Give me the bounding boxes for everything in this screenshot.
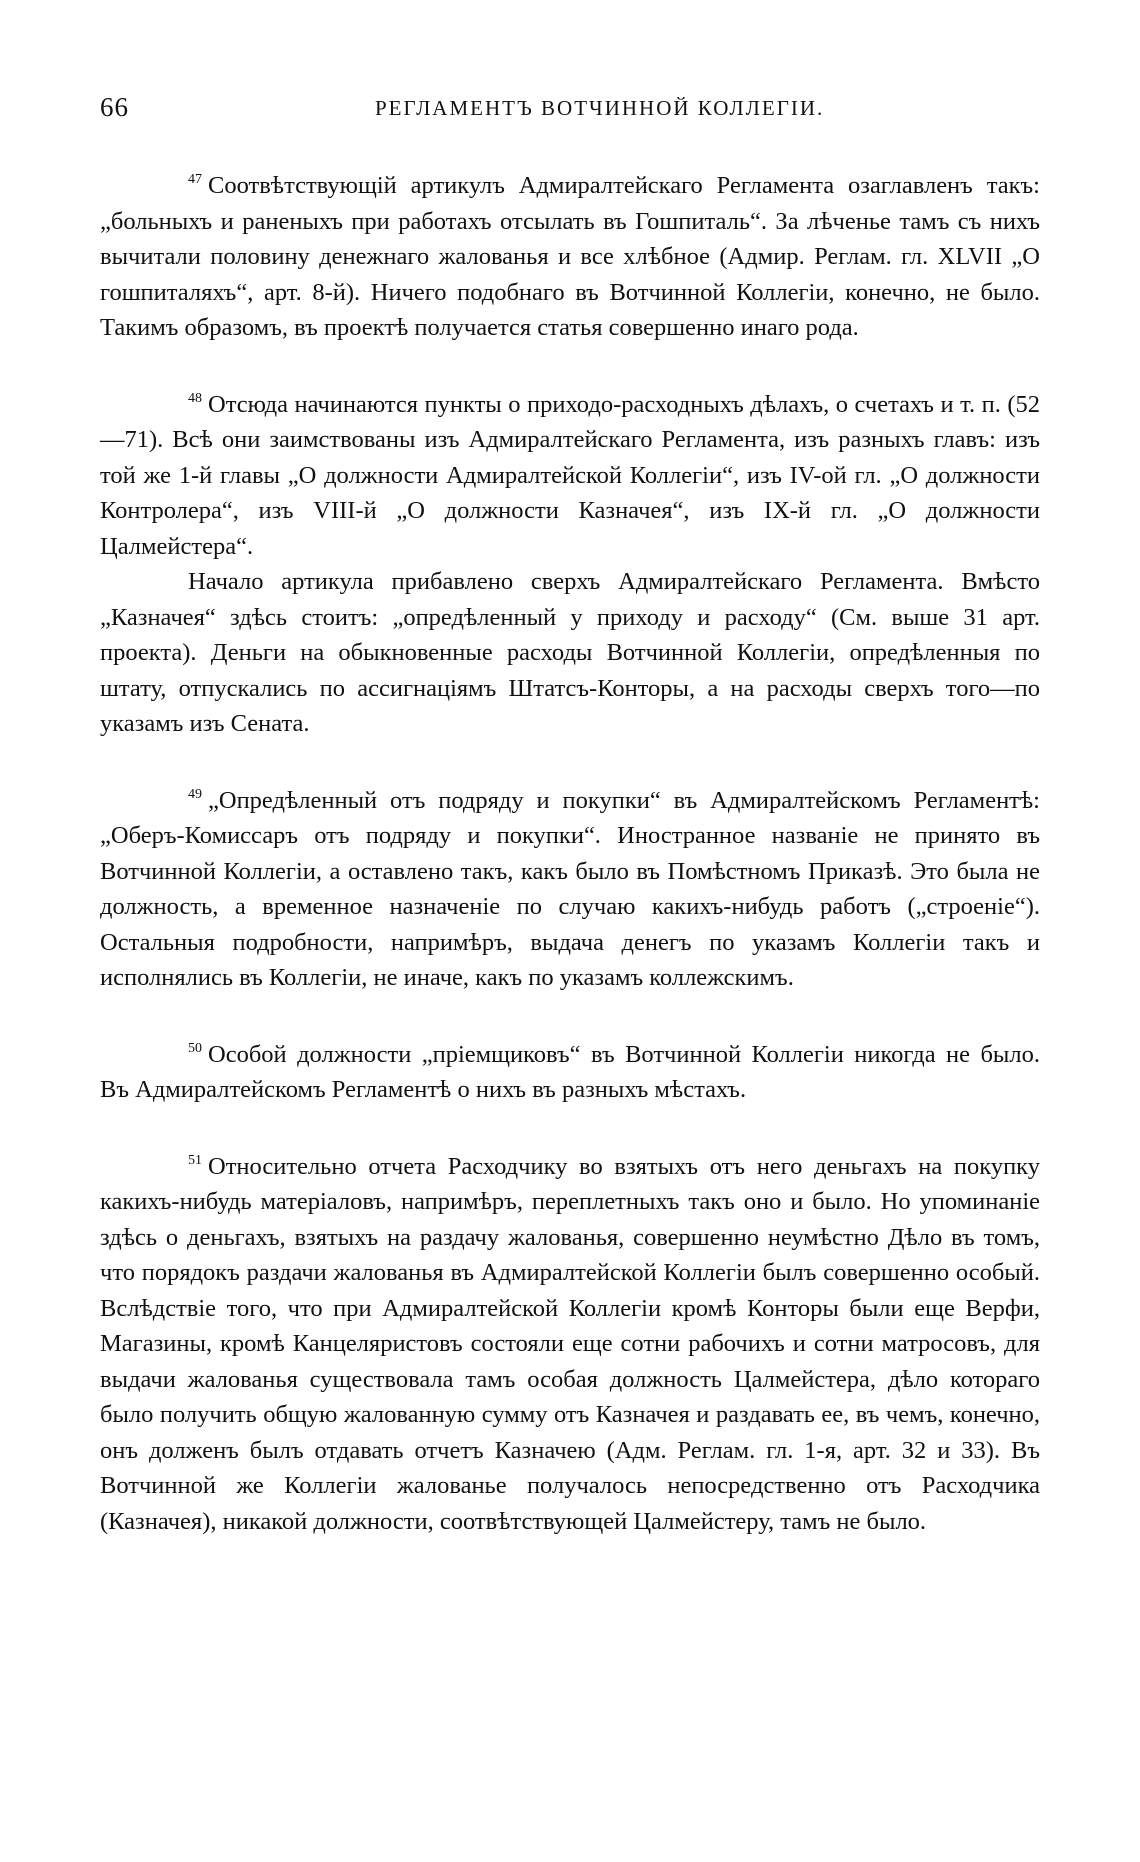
endnotes bbox=[100, 162, 1040, 1539]
note-text: Особой должности „пріемщиковъ“ въ Вотчинной Коллегіи никогда не было. Въ Адмиралтейскомъ Регламентѣ о нихъ въ разныхъ мѣстахъ. bbox=[100, 1040, 1040, 1103]
note-number: 48 bbox=[188, 390, 202, 406]
note-number: 49 bbox=[188, 786, 202, 802]
endnote-51 bbox=[100, 1143, 1040, 1540]
note-text: Начало артикула прибавлено сверхъ Адмиралтейскаго Регламента. Вмѣсто „Казначея“ здѣсь стоитъ: „опредѣленный у приходу и расходу“ (См. выше 31 арт. проекта). Деньги на обыкновенные расходы Вотчинной Коллегіи, опредѣленныя по штату, отпускались по ассигнаціямъ Штатсъ-Конторы, а на расходы сверхъ того—по указамъ изъ Сената. bbox=[100, 568, 1040, 737]
note-text: Соотвѣтствующій артикулъ Адмиралтейскаго Регламента озаглавленъ такъ: „больныхъ и раненыхъ при работахъ отсылать въ Гошпиталь“. За лѣченье тамъ съ нихъ вычитали половину денежнаго жалованья и все хлѣбное (Адмир. Реглам. гл. XLVII „О гошпиталяхъ“, арт. 8-й). Ничего подобнаго въ Вотчинной Коллегіи, конечно, не было. Такимъ образомъ, въ проектѣ получается статья совершенно инаго рода. bbox=[100, 172, 1040, 341]
endnote-48-continuation bbox=[100, 564, 1040, 742]
endnote-47 bbox=[100, 162, 1040, 346]
note-number: 47 bbox=[188, 172, 202, 187]
note-text: Отсюда начинаются пункты о приходо-расходныхъ дѣлахъ, о счетахъ и т. п. (52—71). Всѣ они заимствованы изъ Адмиралтейскаго Регламента, изъ разныхъ главъ: изъ той же 1-й главы „О должности Адмиралтейской Коллегіи“, изъ IV-ой гл. „О должности Контролера“, изъ VIII-й „О должности Казначея“, изъ IX-й гл. „О должности Цалмейстера“. bbox=[100, 390, 1040, 560]
note-text: „Опредѣленный отъ подряду и покупки“ въ Адмиралтейскомъ Регламентѣ: „Оберъ-Комиссаръ отъ подряду и покупки“. Иностранное названіе не принято въ Вотчинной Коллегіи, а оставлено такъ, какъ было въ Помѣстномъ Приказѣ. Это была не должность, а временное назначеніе по случаю какихъ-нибудь работъ („строеніе“). Остальныя подробности, напримѣръ, выдача денегъ по указамъ Коллегіи такъ и исполнялись въ Коллегіи, не иначе, какъ по указамъ коллежскимъ. bbox=[100, 786, 1040, 991]
note-text: Относительно отчета Расходчику во взятыхъ отъ него деньгахъ на покупку какихъ-нибудь матеріаловъ, напримѣръ, переплетныхъ такъ оно и было. Но упоминаніе здѣсь о деньгахъ, взятыхъ на раздачу жалованья, совершенно неумѣстно Дѣло въ томъ, что порядокъ раздачи жалованья въ Адмиралтейской Коллегіи былъ совершенно особый. Вслѣдствіе того, что при Адмиралтейской Коллегіи кромѣ Конторы были еще Верфи, Магазины, кромѣ Канцеляристовъ состояли еще сотни рабочихъ и сотни матросовъ, для выдачи жалованья существовала тамъ особая должность Цалмейстера, дѣло котораго было получить общую жалованную сумму отъ Казначея и раздавать ее, въ чемъ, конечно, онъ долженъ былъ отдавать отчетъ Казначею (Адм. Реглам. гл. 1-я, арт. 32 и 33). Въ Вотчинной же Коллегіи жалованье получалось непосредственно отъ Расходчика (Казначея), никакой должности, соотвѣтствующей Цалмейстеру, тамъ не было. bbox=[100, 1152, 1040, 1535]
note-number: 51 bbox=[188, 1152, 202, 1168]
endnote-50 bbox=[100, 1031, 1040, 1108]
endnote-49 bbox=[100, 777, 1040, 996]
running-head bbox=[100, 92, 1040, 132]
running-title: РЕГЛАМЕНТЪ ВОТЧИННОЙ КОЛЛЕГІИ. bbox=[375, 96, 825, 120]
note-number: 50 bbox=[188, 1040, 202, 1056]
page-number: 66 bbox=[100, 92, 129, 122]
endnote-48 bbox=[100, 381, 1040, 565]
